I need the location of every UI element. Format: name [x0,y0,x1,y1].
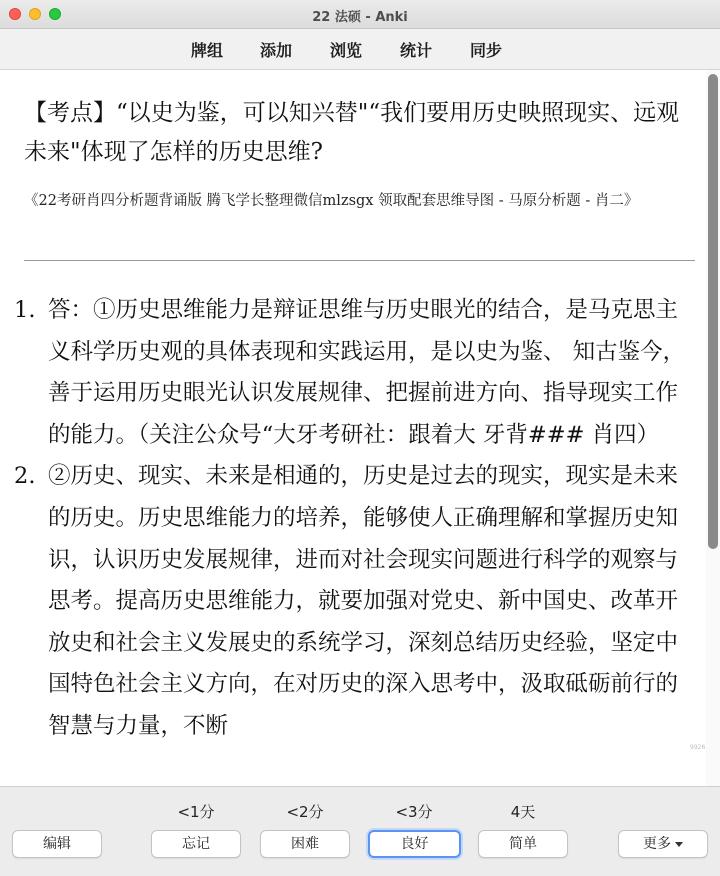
window-title: 22 法硕 - Anki [312,10,408,25]
more-label: 更多 [643,836,671,852]
interval-hard: <2分 [286,803,324,821]
card-content [0,70,706,786]
easy-button[interactable]: 简单 [478,830,568,858]
list-item [14,456,686,747]
again-button[interactable]: 忘记 [151,830,241,858]
toolbar-stats[interactable]: 统计 [400,41,433,60]
toolbar-browse[interactable]: 浏览 [330,41,363,60]
answer-text: ②历史、现实、未来是相通的，历史是过去的现实，现实是未来的历史。历史思维能力的培养，能够使人正确理解和掌握历史知识，认识历史发展规律，进而对社会现实问题进行科学的观察与思考。提高历史思维能力，就要加强对党史、新中国史、改革开放史和社会主义发展史的系统学习，深刻总结历史经验，坚定中国特色社会主义方向，在对历史的深入思考中，汲取砥砺前行的智慧与力量，不断 [48,463,679,739]
answer-text: 答：①历史思维能力是辩证思维与历史眼光的结合，是马克思主义科学历史观的具体表现和实践运用，是以史为鉴、 知古鉴今，善于运用历史眼光认识发展规律、把握前进方向、指导现实工作的能力。（关注公众号“大牙考研社：跟着大 牙背### 肖四） [48,297,686,448]
interval-good: <3分 [395,803,433,821]
answer-divider [24,260,695,261]
caret-down-icon [675,842,683,847]
main-toolbar [0,29,720,70]
toolbar-add[interactable]: 添加 [260,41,293,60]
edit-button[interactable]: 编辑 [12,830,102,858]
hard-button[interactable]: 困难 [260,830,350,858]
more-button[interactable] [618,830,708,858]
good-button[interactable]: 良好 [368,830,461,858]
interval-easy: 4天 [510,803,536,821]
answer-list [14,290,686,748]
review-bar [0,786,720,876]
list-number: 2. [14,463,36,490]
scrollbar-thumb[interactable] [708,74,718,549]
list-number: 1. [14,297,36,323]
watermark-text: 9926 [690,744,706,751]
card-source: 《22考研肖四分析题背诵版 腾飞学长整理微信mlzsgx 领取配套思维导图 - 马原分析题 - 肖二》 [24,193,639,209]
title-bar [0,0,720,29]
list-item [14,290,686,456]
toolbar-decks[interactable]: 牌组 [191,41,224,60]
card-question: 【考点】“以史为鉴，可以知兴替"“我们要用历史映照现实、远观未来"体现了怎样的历史思维? [24,100,680,165]
toolbar-sync[interactable]: 同步 [470,41,503,60]
interval-again: <1分 [177,803,215,821]
